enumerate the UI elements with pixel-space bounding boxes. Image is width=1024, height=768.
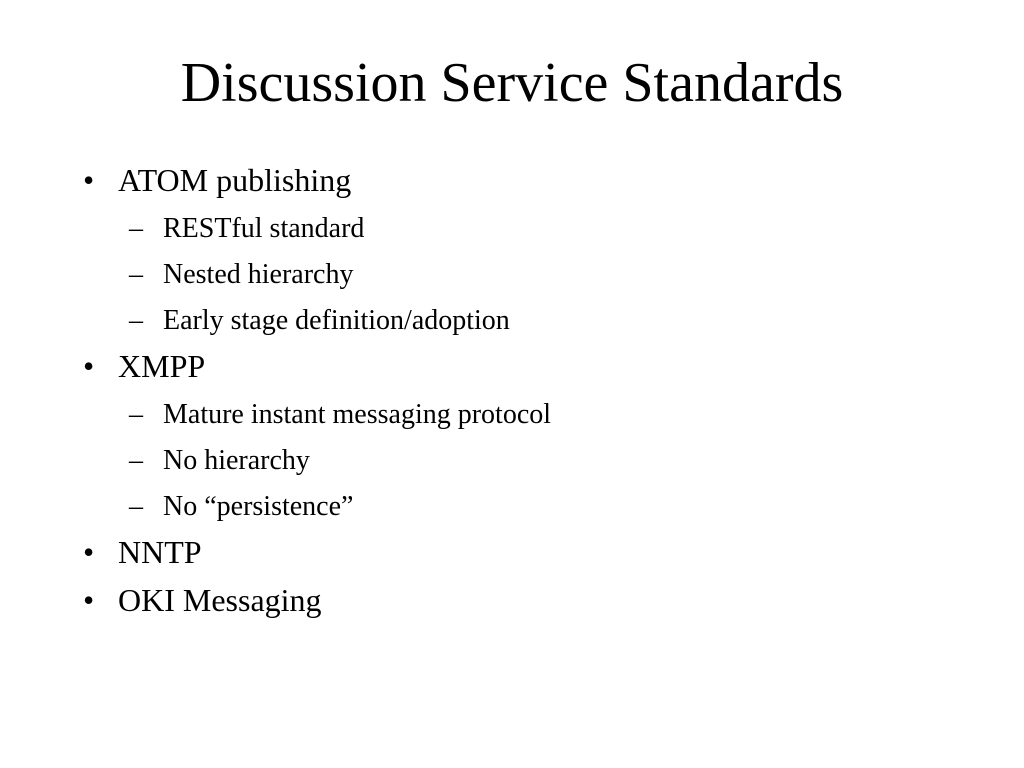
bullet-item-nntp [83, 530, 983, 574]
dash-marker: – [129, 213, 143, 244]
bullet-text: NNTP [118, 534, 202, 570]
slide-title: Discussion Service Standards [180, 52, 844, 114]
dash-marker: – [129, 305, 143, 336]
sub-bullet-item [83, 256, 983, 294]
sub-bullet-item [83, 442, 983, 480]
sub-bullet-text: Mature instant messaging protocol [163, 399, 552, 430]
sub-bullet-item [83, 396, 983, 434]
bullet-item-xmpp [83, 344, 983, 388]
bullet-marker: • [83, 582, 95, 618]
bullet-marker: • [83, 534, 95, 570]
bullet-item-atom-publishing [83, 158, 983, 202]
bullet-text: ATOM publishing [118, 162, 352, 198]
bullet-marker: • [83, 348, 95, 384]
bullet-list [83, 158, 983, 622]
bullet-item-oki-messaging [83, 578, 983, 622]
sub-bullet-text: RESTful standard [163, 213, 365, 244]
dash-marker: – [129, 491, 143, 522]
sub-bullet-text: Early stage definition/adoption [163, 305, 510, 336]
dash-marker: – [129, 259, 143, 290]
sub-bullet-item [83, 488, 983, 526]
sub-bullet-text: No “persistence” [163, 491, 354, 522]
bullet-text: XMPP [118, 348, 206, 384]
bullet-text: OKI Messaging [118, 582, 322, 618]
dash-marker: – [129, 399, 143, 430]
bullet-marker: • [83, 162, 95, 198]
sub-bullet-item [83, 302, 983, 340]
sub-bullet-text: Nested hierarchy [163, 259, 354, 290]
sub-bullet-item [83, 210, 983, 248]
dash-marker: – [129, 445, 143, 476]
sub-bullet-text: No hierarchy [163, 445, 310, 476]
